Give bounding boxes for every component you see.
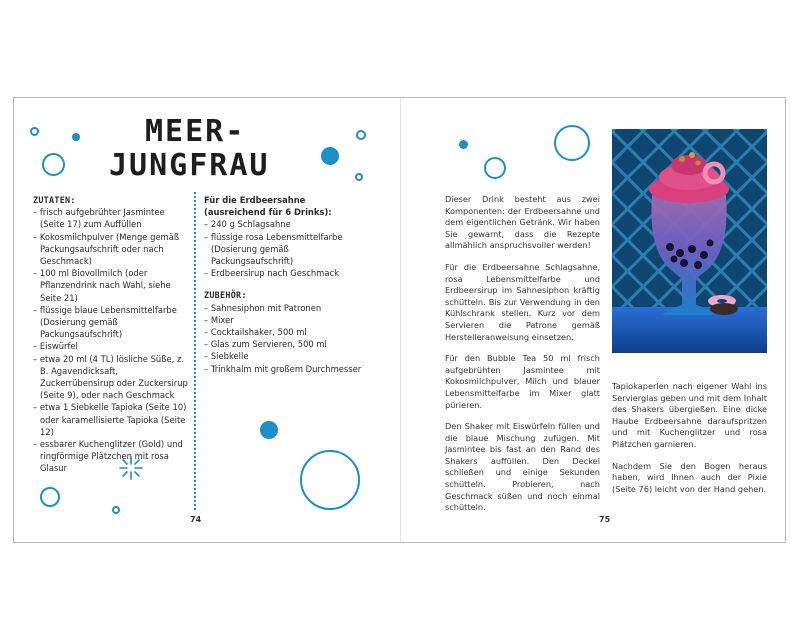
paragraph: Nachdem Sie den Bogen heraus haben, wird Ihnen auch der Pixie (Seite 76) leicht von der Hand gehen.: [612, 460, 767, 494]
decor-circle-icon: [300, 450, 360, 510]
tools-list: [204, 302, 364, 375]
list-item: – Erdbeersirup nach Geschmack: [204, 267, 364, 279]
paragraph: Den Shaker mit Eiswürfeln füllen und die blaue Mischung zufügen. Mit Jasmintee bis fast an den Rand des Shakers auffüllen. Den Deckel schließen und einige Sekunden schütteln. Probieren, nach Geschmack süßen und noch einmal schütteln.: [445, 421, 600, 513]
decor-circle-icon: [356, 130, 366, 140]
decor-dot-icon: [459, 140, 468, 149]
drink-photo: [612, 129, 767, 353]
list-item: – flüssige blaue Lebensmittelfarbe (Dosierung gemäß Packungsaufschrift): [33, 304, 191, 341]
left-page: [14, 98, 401, 542]
decor-dot-icon: [260, 421, 278, 439]
paragraph: Tapiokaperlen nach eigener Wahl ins Servierglas geben und mit dem Inhalt des Shakers übergießen. Eine dicke Haube Erdbeersahne daraufspritzen und mit Kuchenglitzer und rosa Plätzchen garnieren.: [612, 381, 767, 449]
bubble-tea-image: [612, 129, 767, 353]
list-item: – Eiswürfel: [33, 340, 191, 352]
book-spread: [13, 97, 786, 543]
list-item: – Kokosmilchpulver (Menge gemäß Packungsaufschrift oder nach Geschmack): [33, 231, 191, 268]
decor-dot-icon: [72, 133, 80, 141]
list-item: – essbarer Kuchenglitzer (Gold) und ringförmige Plätzchen mit rosa Glasur: [33, 438, 191, 475]
decor-circle-icon: [554, 125, 590, 161]
cream-tools-column: [204, 194, 364, 375]
ingredients-list: [33, 206, 191, 474]
decor-circle-icon: [40, 487, 60, 507]
ingredients-heading: ZUTATEN:: [33, 195, 76, 205]
recipe-title: [109, 115, 270, 183]
list-item: – Glas zum Servieren, 500 ml: [204, 338, 364, 350]
list-item: – Sahnesiphon mit Patronen: [204, 302, 364, 314]
list-item: – Mixer: [204, 314, 364, 326]
list-item: – Trinkhalm mit großem Durchmesser: [204, 363, 364, 375]
page-number: 74: [190, 515, 202, 524]
paragraph: Für den Bubble Tea 50 ml frisch aufgebrühten Jasmintee mit Kokosmilchpulver, Milch und blauer Lebensmittelfarbe im Mixer glatt pürieren.: [445, 353, 600, 410]
list-item: – Cocktailshaker, 500 ml: [204, 326, 364, 338]
list-item: – frisch aufgebrühter Jasmintee (Seite 17) zum Auffüllen: [33, 206, 191, 230]
right-page: [400, 98, 786, 542]
tools-heading: ZUBEHÖR:: [204, 290, 247, 301]
decor-circle-icon: [30, 127, 39, 136]
instructions-column-1: [445, 194, 600, 524]
paragraph: Dieser Drink besteht aus zwei Komponenten: der Erdbeersahne und dem eigentlichen Getränk. Wir haben Sie gewarnt, dass die Rezepte allmählich anspruchsvoller werden!: [445, 194, 600, 251]
column-divider: [194, 192, 196, 510]
decor-dot-icon: [321, 147, 339, 165]
title-line-2: JUNGFRAU: [109, 148, 270, 183]
page-number: 75: [599, 515, 611, 524]
cream-list: [204, 218, 364, 279]
cream-heading: Für die Erdbeersahne (ausreichend für 6 Drinks):: [204, 195, 332, 218]
decor-circle-icon: [42, 153, 65, 176]
list-item: – flüssige rosa Lebensmittelfarbe (Dosierung gemäß Packungsaufschrift): [204, 231, 364, 268]
instructions-column-2: [612, 381, 767, 505]
title-line-1: MEER-: [145, 114, 246, 149]
ingredients-column: [33, 194, 191, 475]
paragraph: Für die Erdbeersahne Schlagsahne, rosa Lebensmittelfarbe und Erdbeersirup im Sahnesiphon kräftig schütteln. Bis zur Verwendung in den Kühlschrank stellen. Kurz vor dem Servieren die Patrone gemäß Herstelleranweisung einsetzen.: [445, 261, 600, 342]
decor-circle-icon: [484, 157, 506, 179]
list-item: – Siebkelle: [204, 350, 364, 362]
list-item: – 240 g Schlagsahne: [204, 218, 364, 230]
list-item: – etwa 20 ml (4 TL) lösliche Süße, z. B. Agavendicksaft, Zuckerrübensirup oder Zuckersirup (Seite 9), oder nach Geschmack: [33, 353, 191, 402]
list-item: – 100 ml Biovollmilch (oder Pflanzendrink nach Wahl, siehe Seite 21): [33, 267, 191, 304]
decor-circle-icon: [355, 173, 363, 181]
decor-circle-icon: [112, 506, 120, 514]
list-item: – etwa 1 Siebkelle Tapioka (Seite 10) oder karamellisierte Tapioka (Seite 12): [33, 401, 191, 438]
